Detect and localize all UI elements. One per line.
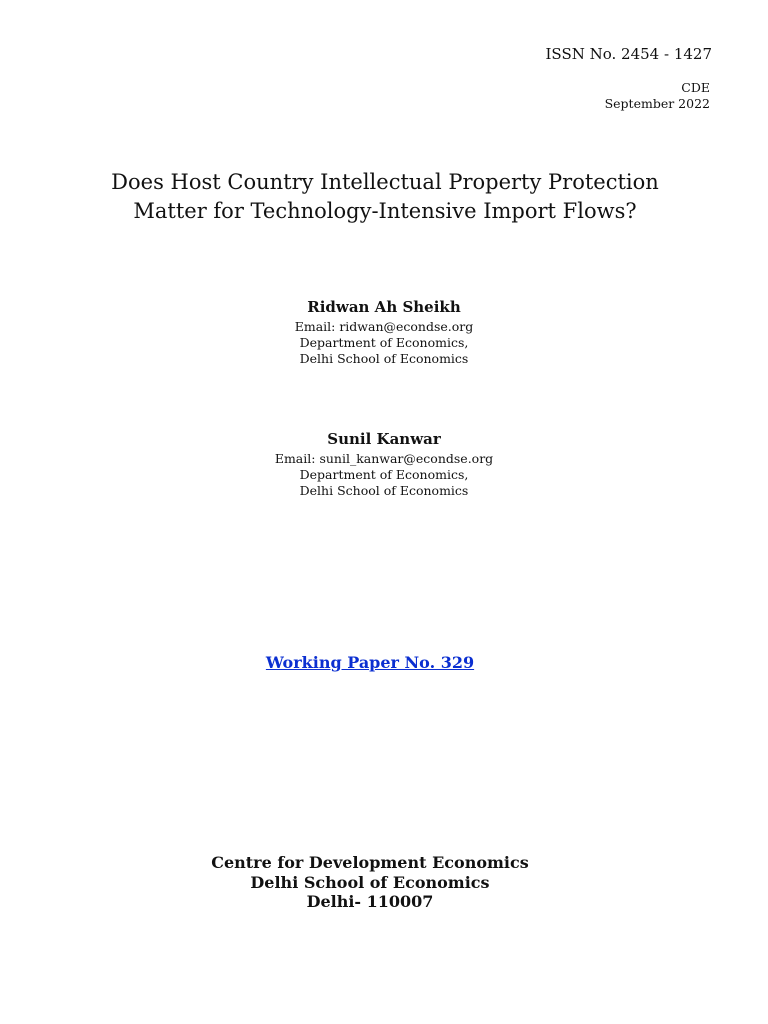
publication-date: September 2022 xyxy=(604,96,710,111)
author-email: Email: ridwan@econdse.org xyxy=(294,319,474,334)
org-abbreviation: CDE xyxy=(681,80,710,95)
paper-title-line-2: Matter for Technology-Intensive Import Flows? xyxy=(133,199,637,223)
publisher-city: Delhi- 110007 xyxy=(306,892,434,911)
author-block-1 xyxy=(184,297,584,367)
author-department: Department of Economics, xyxy=(299,467,469,482)
author-name: Sunil Kanwar xyxy=(327,430,441,448)
publisher-name: Centre for Development Economics xyxy=(211,853,529,872)
author-institution: Delhi School of Economics xyxy=(299,351,469,366)
publisher-school: Delhi School of Economics xyxy=(250,872,490,892)
publisher-address xyxy=(170,853,570,912)
author-name: Ridwan Ah Sheikh xyxy=(307,298,461,316)
paper-title xyxy=(60,168,710,226)
working-paper-block xyxy=(170,653,570,672)
author-block-2 xyxy=(184,429,584,499)
paper-title-line-1: Does Host Country Intellectual Property Protection xyxy=(111,170,659,194)
issn-number: ISSN No. 2454 - 1427 xyxy=(545,45,712,63)
author-department: Department of Economics, xyxy=(299,335,469,350)
working-paper-link[interactable]: Working Paper No. 329 xyxy=(265,653,475,672)
header-meta xyxy=(605,80,710,112)
author-email: Email: sunil_kanwar@econdse.org xyxy=(274,451,494,466)
author-institution: Delhi School of Economics xyxy=(299,483,469,498)
